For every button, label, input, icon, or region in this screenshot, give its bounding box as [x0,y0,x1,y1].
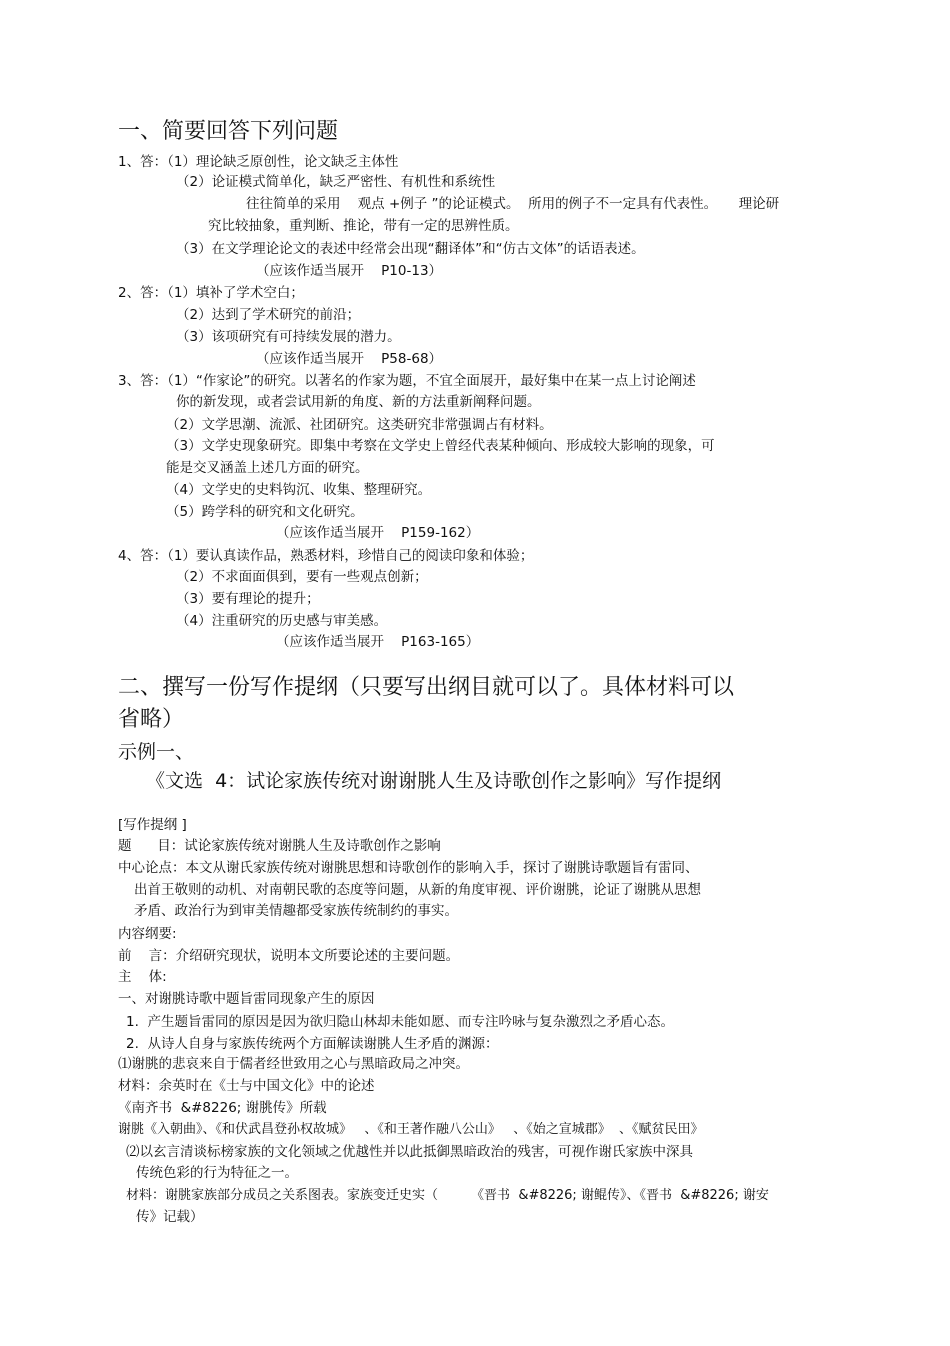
text-line: 谢朓《入朝曲》、《和伏武昌登孙权故城》 、《和王著作融八公山》 、《始之宣城郡》 、《赋贫民田》 [118,1122,704,1137]
text-line: 1. 产生题旨雷同的原因是因为欲归隐山林却未能如愿、而专注吟咏与复杂激烈之矛盾心态。 [126,1014,674,1030]
text-line: 你的新发现，或者尝试用新的角度、新的方法重新阐释问题。 [176,394,541,410]
text-line: 3、答：（1）“作家论”的研究。以著名的作家为题，不宜全面展开，最好集中在某一点上讨论阐述 [118,373,696,389]
text-line: （2）文学思潮、流派、社团研究。这类研究非常强调占有材料。 [166,417,553,433]
text-line: （2）达到了学术研究的前沿； [176,307,361,323]
text-line: 一、对谢朓诗歌中题旨雷同现象产生的原因 [118,991,375,1007]
text-line: 材料：余英时在《士与中国文化》中的论述 [118,1078,375,1094]
text-line: （应该作适当展开 P159-162） [276,525,480,541]
text-line: 出首王敬则的动机、对南朝民歌的态度等问题，从新的角度审视、评价谢朓，论证了谢朓从思想 [134,882,701,898]
section2-heading: 二、撰写一份写作提纲（只要写出纲目就可以了。具体材料可以 [118,675,735,700]
text-line: （应该作适当展开 P10-13） [256,263,443,279]
text-line: （2）论证模式简单化，缺乏严密性、有机性和系统性 [176,174,496,190]
text-line: 矛盾、政治行为到审美情趣都受家族传统制约的事实。 [134,903,458,919]
text-line: （应该作适当展开 P163-165） [276,634,480,650]
text-line: 中心论点：本文从谢氏家族传统对谢朓思想和诗歌创作的影响入手，探讨了谢朓诗歌题旨有雷同、 [118,860,699,876]
text-line: （2）不求面面俱到，要有一些观点创新； [176,569,428,585]
text-line: 内容纲要: [118,926,177,942]
text-line: 前 言：介绍研究现状，说明本文所要论述的主要问题。 [118,948,460,964]
example-title: 《文选 4：试论家族传统对谢谢朓人生及诗歌创作之影响》写作提纲 [146,770,722,792]
text-line: 2. 从诗人自身与家族传统两个方面解读谢朓人生矛盾的渊源： [126,1036,499,1052]
example-label: 示例一、 [118,741,195,763]
text-line: 传》记载） [136,1209,204,1225]
text-line: 往往简单的采用 观点 +例子 ”的论证模式。 所用的例子不一定具有代表性。 理论研 [246,196,780,212]
text-line: ⑵以玄言清谈标榜家族的文化领域之优越性并以此抵御黑暗政治的残害，可视作谢氏家族中深具 [126,1144,693,1160]
text-line: 2、答：（1）填补了学术空白； [118,285,304,301]
text-line: （4）文学史的史料钩沉、收集、整理研究。 [166,482,432,498]
text-line: （3）在文学理论论文的表述中经常会出现“翻译体”和“仿古文体”的话语表述。 [176,241,645,257]
text-line: 1、答：（1）理论缺乏原创性，论文缺乏主体性 [118,154,399,170]
text-line: 究比较抽象，重判断、推论，带有一定的思辨性质。 [208,218,519,234]
text-line: （3）该项研究有可持续发展的潜力。 [176,329,401,345]
text-line: （3）要有理论的提升； [176,591,320,607]
text-line: 《南齐书 &#8226; 谢朓传》所载 [118,1100,327,1116]
text-line: （4）注重研究的历史感与审美感。 [176,613,388,629]
text-line: 主 体: [118,969,167,985]
text-line: [写作提纲 ] [118,817,187,833]
text-line: 传统色彩的行为特征之一。 [136,1165,298,1181]
text-line: （5）跨学科的研究和文化研究。 [166,504,364,520]
text-line: （3）文学史现象研究。即集中考察在文学史上曾经代表某种倾向、形成较大影响的现象，可 [166,438,715,454]
section2-heading-cont: 省略） [118,707,185,732]
text-line: 材料：谢朓家族部分成员之关系图表。家族变迁史实（ 《晋书 &#8226; 谢鲲传》、《晋书 &#8226; 谢安 [126,1188,769,1203]
text-line: （应该作适当展开 P58-68） [256,351,443,367]
section1-heading: 一、简要回答下列问题 [118,119,339,144]
text-line: 题 目：试论家族传统对谢朓人生及诗歌创作之影响 [118,838,441,854]
text-line: 能是交叉涵盖上述几方面的研究。 [166,460,369,476]
text-line: ⑴谢朓的悲哀来自于儒者经世致用之心与黑暗政局之冲突。 [118,1056,469,1072]
text-line: 4、答：（1）要认真读作品，熟悉材料，珍惜自己的阅读印象和体验； [118,548,534,564]
